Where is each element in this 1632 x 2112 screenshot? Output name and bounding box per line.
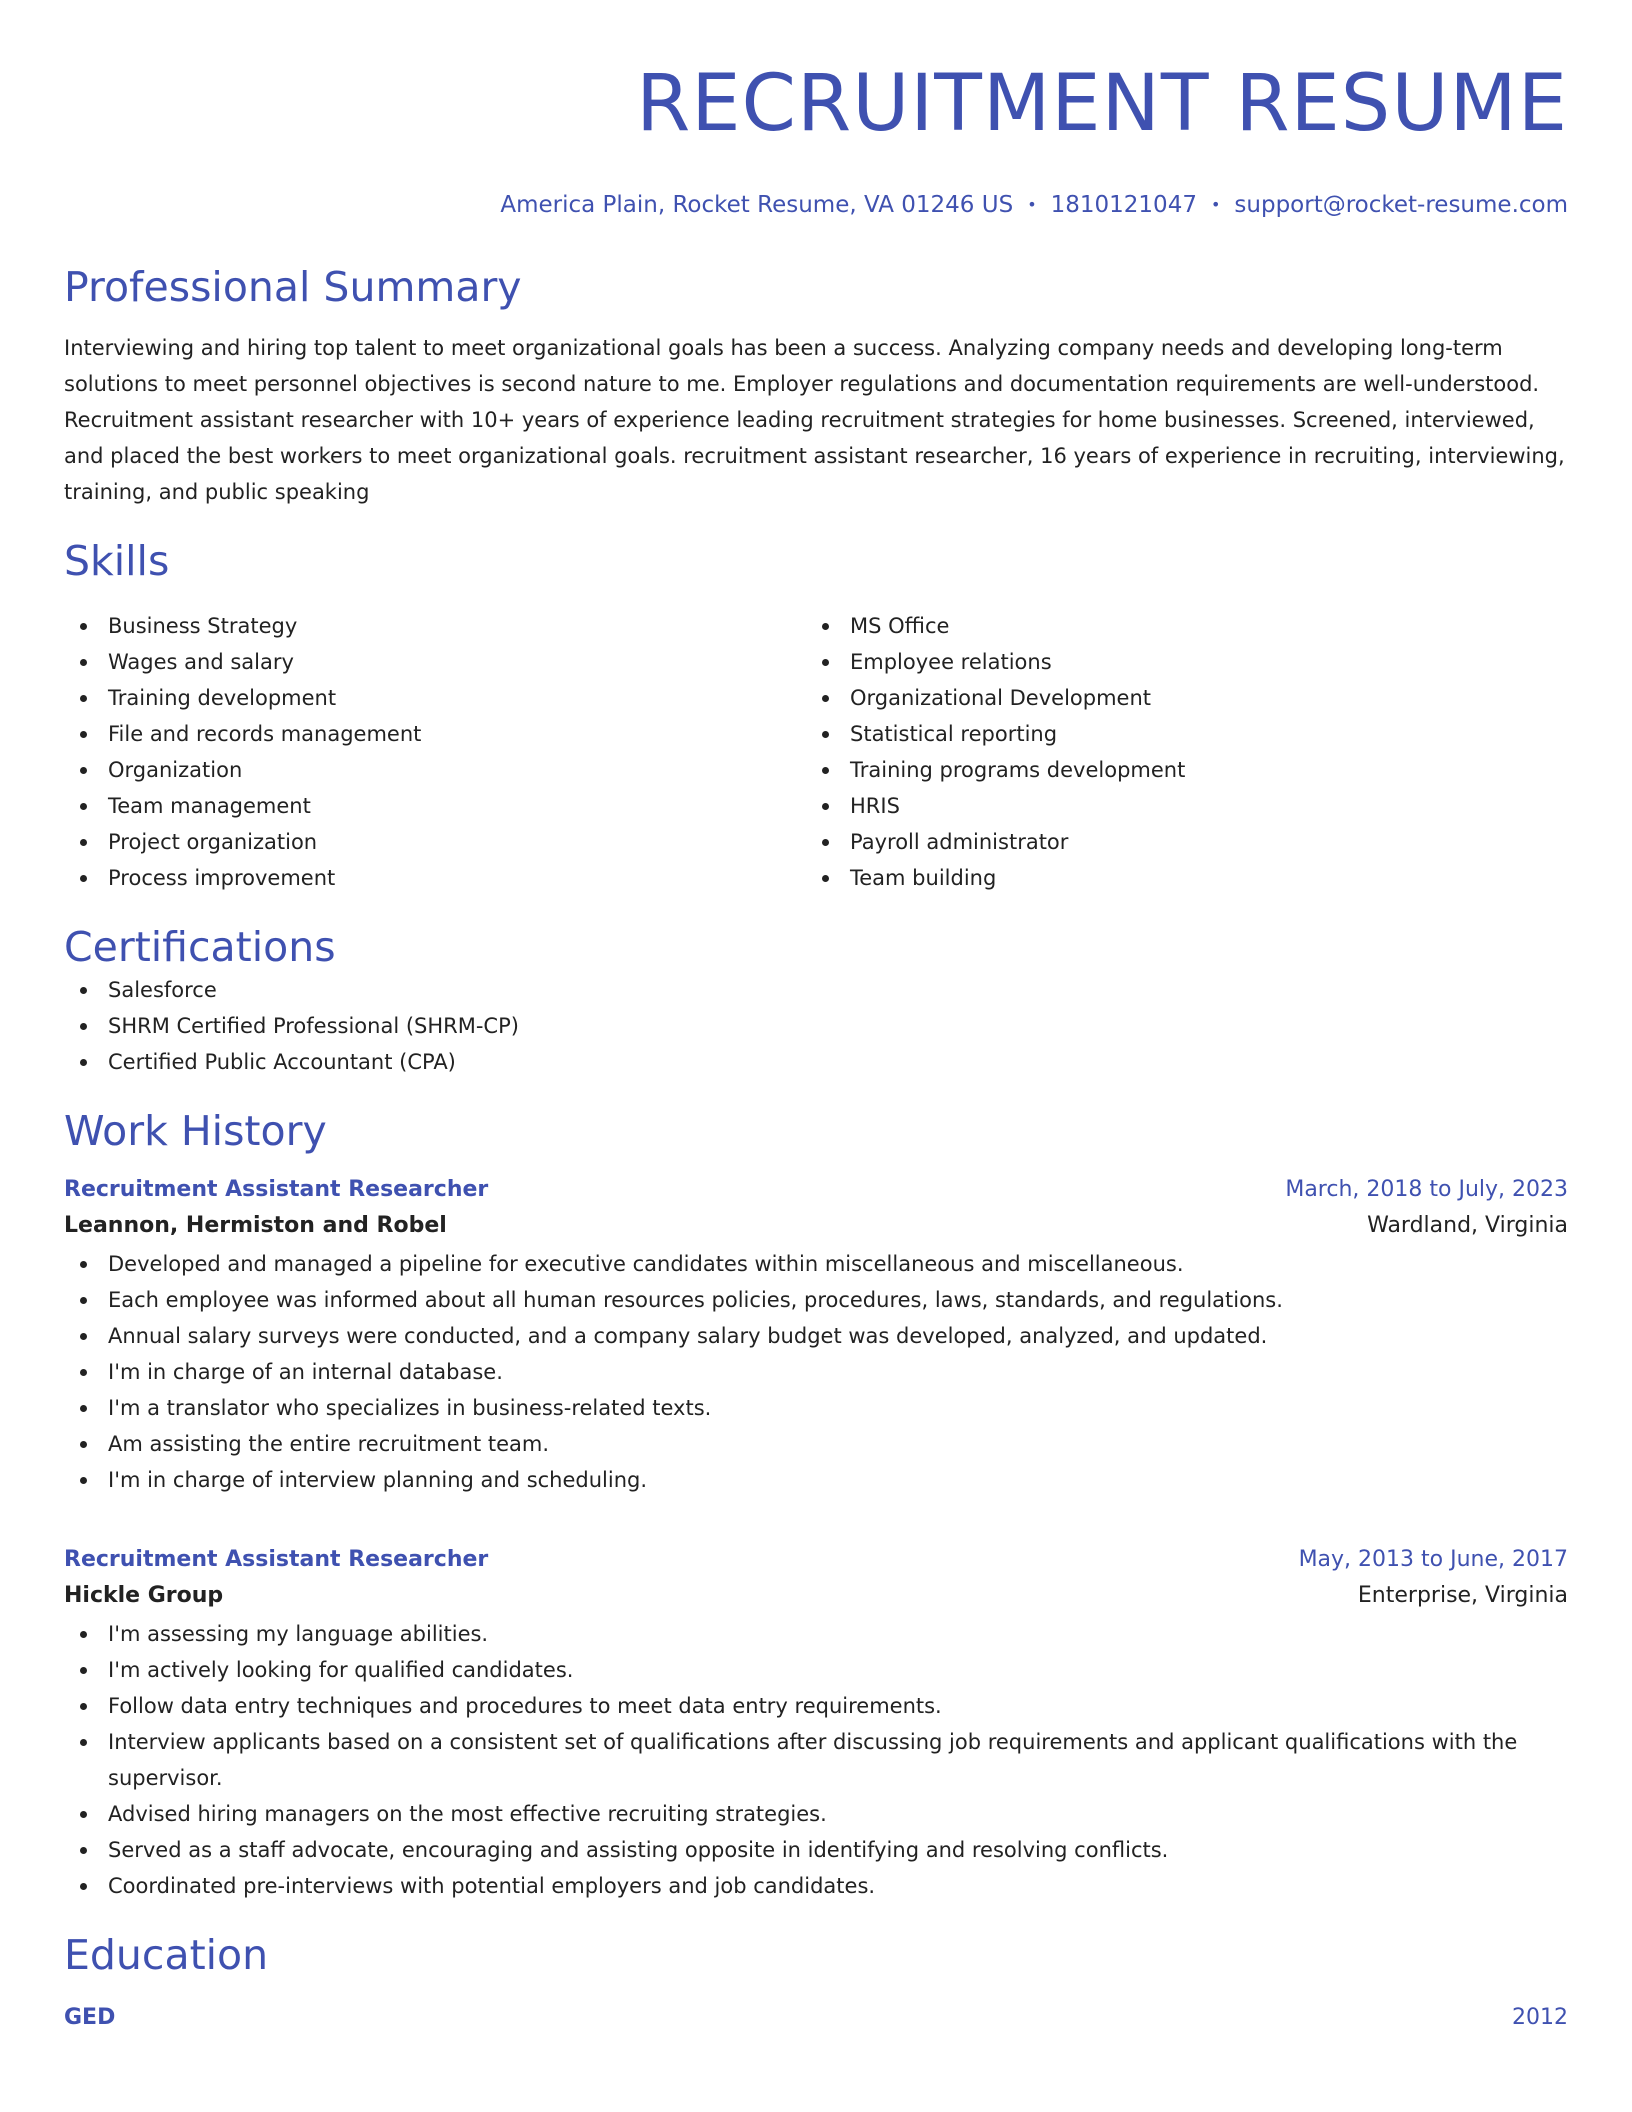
job-duty-item: Am assisting the entire recruitment team. bbox=[64, 1426, 1568, 1462]
contact-address: America Plain, Rocket Resume, VA 01246 US bbox=[500, 192, 1014, 218]
job-duty-item: Coordinated pre-interviews with potential employers and job candidates. bbox=[64, 1868, 1568, 1904]
skill-item: Team building bbox=[806, 860, 1548, 896]
job-duty-item: Annual salary surveys were conducted, and a company salary budget was developed, analyzed, and updated. bbox=[64, 1318, 1568, 1354]
skill-item: Process improvement bbox=[64, 860, 806, 896]
job-duty-item: Advised hiring managers on the most effective recruiting strategies. bbox=[64, 1796, 1568, 1832]
job-duty-item: Interview applicants based on a consistent set of qualifications after discussing job requirements and applicant qualifications with the supervisor. bbox=[64, 1724, 1568, 1796]
job-title: Recruitment Assistant Researcher bbox=[64, 1547, 489, 1572]
job-company-row bbox=[64, 1576, 1568, 1616]
skill-item: Project organization bbox=[64, 824, 806, 860]
job-duties-list bbox=[64, 1246, 1568, 1498]
skills-list-right bbox=[806, 608, 1548, 896]
certification-item: SHRM Certified Professional (SHRM-CP) bbox=[64, 1008, 1568, 1044]
job-title: Recruitment Assistant Researcher bbox=[64, 1177, 489, 1202]
education-heading: Education bbox=[64, 1931, 269, 1979]
education-degree: GED bbox=[64, 2005, 116, 2030]
skill-item: Employee relations bbox=[806, 644, 1548, 680]
skills-column-right bbox=[806, 608, 1548, 896]
summary-text: Interviewing and hiring top talent to meet organizational goals has been a success. Analyzing company needs and developing long-term solutions to meet personnel objectives is second nature to me. Employer regulations and documentation requirements are well-understood. Recruitment assistant researcher with 10+ years of experience leading recruitment strategies for home businesses. Screened, interviewed, and placed the best workers to meet organizational goals. recruitment assistant researcher, 16 years of experience in recruiting, interviewing, training, and public speaking bbox=[64, 336, 1565, 504]
resume-name: RECRUITMENT RESUME bbox=[636, 59, 1568, 149]
skill-item: Statistical reporting bbox=[806, 716, 1548, 752]
skills-grid bbox=[64, 608, 1568, 896]
skill-item: Organization bbox=[64, 752, 806, 788]
job-location: Wardland, Virginia bbox=[1367, 1213, 1568, 1238]
education-year: 2012 bbox=[1512, 2005, 1568, 2030]
skills-list-left bbox=[64, 608, 806, 896]
job-duty-item: Follow data entry techniques and procedures to meet data entry requirements. bbox=[64, 1688, 1568, 1724]
job-duty-item: Developed and managed a pipeline for executive candidates within miscellaneous and miscellaneous. bbox=[64, 1246, 1568, 1282]
skill-item: File and records management bbox=[64, 716, 806, 752]
job-dates: March, 2018 to July, 2023 bbox=[1285, 1177, 1568, 1202]
education-entry bbox=[64, 2002, 1568, 2034]
skill-item: MS Office bbox=[806, 608, 1548, 644]
contact-separator: • bbox=[1027, 195, 1037, 214]
skill-item: Organizational Development bbox=[806, 680, 1548, 716]
skill-item: Team management bbox=[64, 788, 806, 824]
work-history-heading: Work History bbox=[64, 1107, 327, 1155]
job-dates: May, 2013 to June, 2017 bbox=[1298, 1547, 1568, 1572]
job-company: Leannon, Hermiston and Robel bbox=[64, 1213, 447, 1238]
job-duty-item: I'm assessing my language abilities. bbox=[64, 1616, 1568, 1652]
certification-item: Salesforce bbox=[64, 972, 1568, 1008]
certifications-heading: Certifications bbox=[64, 923, 336, 971]
skill-item: Training development bbox=[64, 680, 806, 716]
contact-phone: 1810121047 bbox=[1050, 192, 1197, 218]
contact-email[interactable]: support@rocket-resume.com bbox=[1234, 192, 1568, 218]
certifications-list bbox=[64, 972, 1568, 1080]
summary-heading: Professional Summary bbox=[64, 263, 522, 311]
resume-header bbox=[64, 56, 1568, 222]
job-duty-item: I'm in charge of interview planning and scheduling. bbox=[64, 1462, 1568, 1498]
job-title-row bbox=[64, 1544, 1568, 1576]
skills-heading: Skills bbox=[64, 537, 170, 585]
certifications-section bbox=[64, 922, 1568, 1080]
job-duty-item: Served as a staff advocate, encouraging and assisting opposite in identifying and resolving conflicts. bbox=[64, 1832, 1568, 1868]
job-duty-item: I'm actively looking for qualified candidates. bbox=[64, 1652, 1568, 1688]
job-entry bbox=[64, 1544, 1568, 1904]
contact-line bbox=[64, 188, 1568, 222]
skills-column-left bbox=[64, 608, 806, 896]
job-company: Hickle Group bbox=[64, 1583, 224, 1608]
certification-item: Certified Public Accountant (CPA) bbox=[64, 1044, 1568, 1080]
job-duties-list bbox=[64, 1616, 1568, 1904]
job-duty-item: Each employee was informed about all human resources policies, procedures, laws, standards, and regulations. bbox=[64, 1282, 1568, 1318]
job-duty-item: I'm a translator who specializes in business-related texts. bbox=[64, 1390, 1568, 1426]
job-company-row bbox=[64, 1206, 1568, 1246]
work-history-section bbox=[64, 1106, 1568, 1904]
skill-item: Wages and salary bbox=[64, 644, 806, 680]
skill-item: HRIS bbox=[806, 788, 1548, 824]
skill-item: Payroll administrator bbox=[806, 824, 1548, 860]
skills-section bbox=[64, 536, 1568, 896]
job-duty-item: I'm in charge of an internal database. bbox=[64, 1354, 1568, 1390]
skill-item: Training programs development bbox=[806, 752, 1548, 788]
education-section bbox=[64, 1930, 1568, 2034]
contact-separator: • bbox=[1210, 195, 1221, 214]
job-location: Enterprise, Virginia bbox=[1357, 1583, 1568, 1608]
job-title-row bbox=[64, 1174, 1568, 1206]
summary-section bbox=[64, 262, 1568, 510]
job-entry bbox=[64, 1174, 1568, 1498]
skill-item: Business Strategy bbox=[64, 608, 806, 644]
